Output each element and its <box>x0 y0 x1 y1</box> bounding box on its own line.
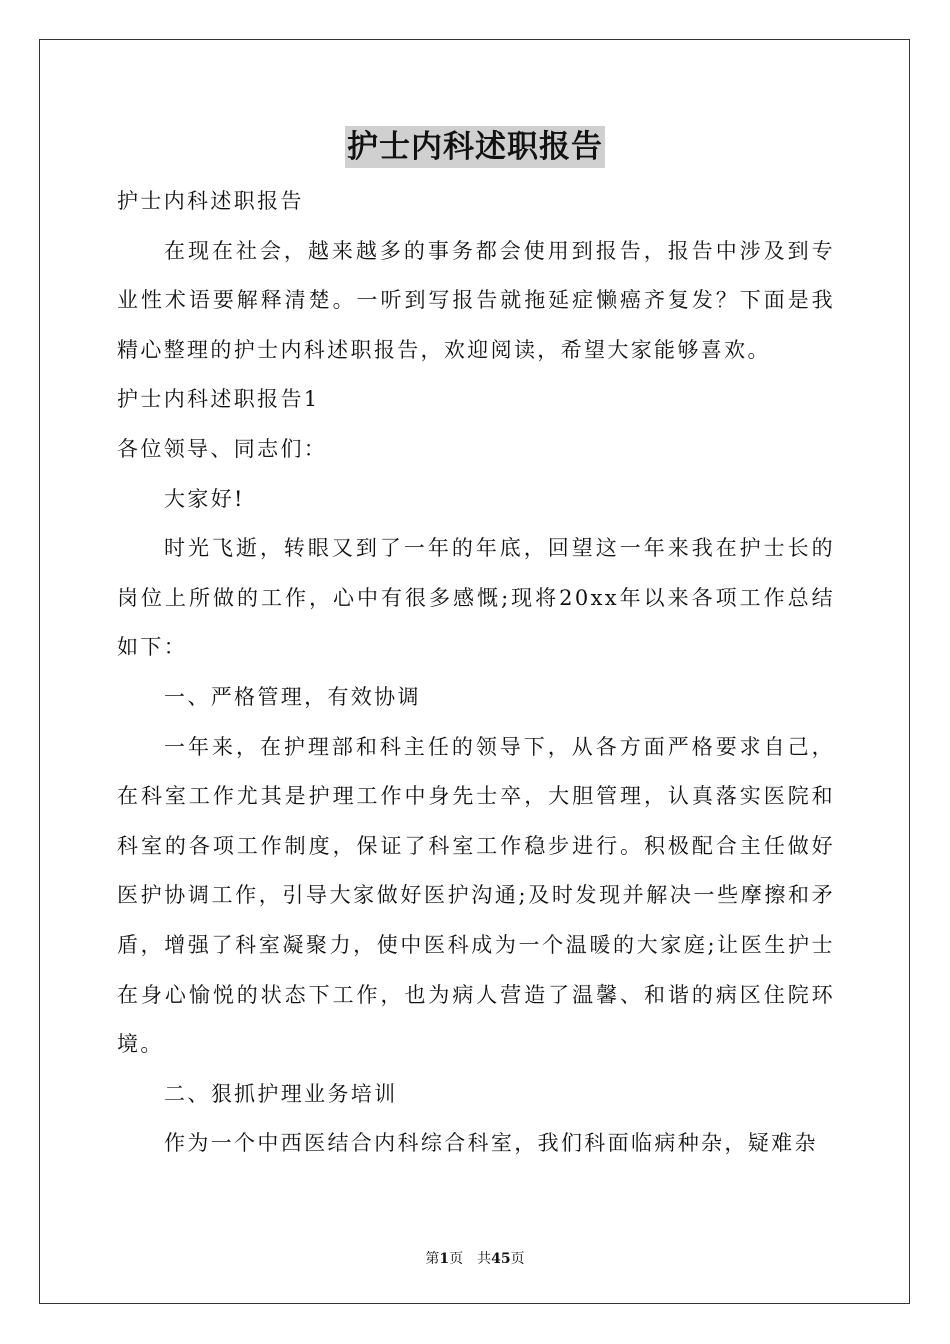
page-footer <box>0 1248 950 1268</box>
section-heading: 护士内科述职报告1 <box>117 387 320 412</box>
paragraph: 时光飞逝，转眼又到了一年的年底，回望这一年来我在护士长的岗位上所做的工作，心中有很多感慨;现将20xx年以来各项工作总结如下： <box>117 536 835 660</box>
footer-middle: 页 共 <box>449 1251 492 1267</box>
document-title: 护士内科述职报告 <box>345 126 605 168</box>
subsection-heading: 一、严格管理，有效协调 <box>164 684 421 709</box>
paragraph: 护士内科述职报告 <box>117 189 304 213</box>
footer-prefix: 第 <box>425 1251 440 1267</box>
paragraph: 一年来，在护理部和科主任的领导下，从各方面严格要求自己，在科室工作尤其是护理工作中身先士卒，大胆管理，认真落实医院和科室的各项工作制度，保证了科室工作稳步进行。积极配合主任做好医护协调工作，引导大家做好医护沟通;及时发现并解决一些摩擦和矛盾，增强了科室凝聚力，使中医科成为一个温暖的大家庭;让医生护士在身心愉悦的状态下工作，也为病人营造了温馨、和谐的病区住院环境。 <box>117 734 835 1057</box>
total-pages-number: 45 <box>491 1251 511 1267</box>
paragraph: 在现在社会，越来越多的事务都会使用到报告，报告中涉及到专业性术语要解释清楚。一听到写报告就拖延症懒癌齐复发？下面是我精心整理的护士内科述职报告，欢迎阅读，希望大家能够喜欢。 <box>117 238 835 362</box>
title-container <box>0 126 950 168</box>
subsection-heading: 二、狠抓护理业务培训 <box>164 1081 398 1106</box>
greeting: 大家好! <box>164 486 245 511</box>
salutation: 各位领导、同志们： <box>117 436 328 461</box>
current-page-number: 1 <box>439 1251 450 1267</box>
footer-suffix: 页 <box>510 1251 525 1267</box>
document-body <box>117 177 835 1169</box>
paragraph: 作为一个中西医结合内科综合科室，我们科面临病种杂，疑难杂 <box>164 1131 818 1156</box>
